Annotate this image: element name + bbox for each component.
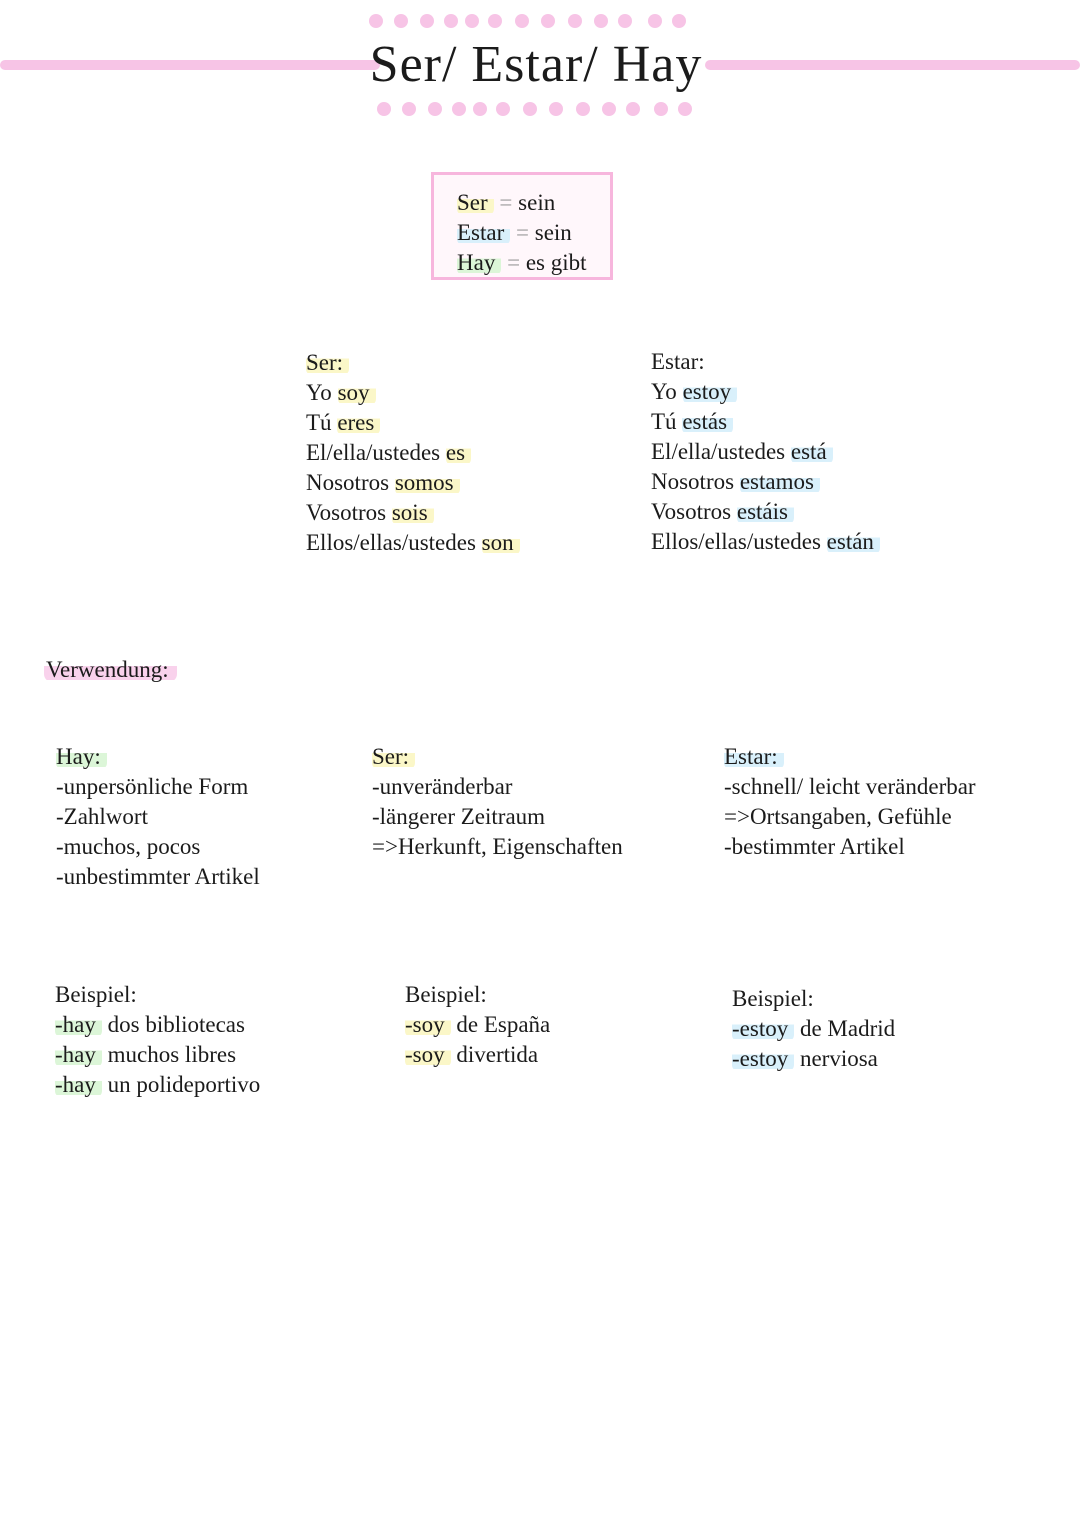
conjugation-row: Tú estás	[651, 407, 880, 437]
ser-conjugation	[306, 348, 520, 558]
usage-item: =>Ortsangaben, Gefühle	[724, 804, 952, 829]
conjugation-row: Nosotros estamos	[651, 467, 880, 497]
example-item: -soy divertida	[405, 1042, 539, 1067]
definition-sep: =	[501, 250, 526, 275]
estar-conjugation	[651, 347, 880, 557]
definition-meaning: sein	[518, 190, 556, 215]
examples-estar	[732, 984, 895, 1074]
usage-item: -längerer Zeitraum	[372, 804, 546, 829]
conjugation-row: El/ella/ustedes está	[651, 437, 880, 467]
conjugation-row: Ellos/ellas/ustedes son	[306, 528, 520, 558]
page-title: Ser/ Estar/ Hay	[369, 36, 703, 93]
usage-item: -bestimmter Artikel	[724, 834, 905, 859]
conjugation-row: Ellos/ellas/ustedes están	[651, 527, 880, 557]
usage-item: -unpersönliche Form	[56, 774, 249, 799]
ser-heading: Ser:	[306, 350, 349, 375]
conjugation-row: Tú eres	[306, 408, 520, 438]
usage-hay	[56, 742, 260, 892]
definition-sep: =	[510, 220, 535, 245]
usage-item: -Zahlwort	[56, 804, 148, 829]
example-item: -soy de España	[405, 1012, 551, 1037]
definition-hay	[457, 248, 587, 278]
usage-heading: Verwendung:	[44, 657, 177, 682]
examples-ser	[405, 980, 550, 1070]
conjugation-row: Nosotros somos	[306, 468, 520, 498]
usage-hay-heading: Hay:	[56, 744, 107, 769]
definition-ser	[457, 188, 587, 218]
estar-heading: Estar:	[651, 349, 705, 374]
examples-heading: Beispiel:	[405, 982, 487, 1007]
usage-ser	[372, 742, 623, 862]
definition-term: Ser	[457, 190, 494, 215]
usage-item: -unbestimmter Artikel	[56, 864, 260, 889]
definition-term: Estar	[457, 220, 510, 245]
definition-meaning: es gibt	[525, 250, 587, 275]
example-item: -hay dos bibliotecas	[55, 1012, 245, 1037]
conjugation-row: Vosotros sois	[306, 498, 520, 528]
usage-estar	[724, 742, 976, 862]
example-item: -estoy nerviosa	[732, 1046, 878, 1071]
usage-item: -unveränderbar	[372, 774, 513, 799]
examples-hay	[55, 980, 260, 1100]
usage-item: -schnell/ leicht veränderbar	[724, 774, 976, 799]
definition-term: Hay	[457, 250, 501, 275]
example-item: -hay un polideportivo	[55, 1072, 261, 1097]
usage-ser-heading: Ser:	[372, 744, 415, 769]
conjugation-row: El/ella/ustedes es	[306, 438, 520, 468]
definition-meaning: sein	[534, 220, 572, 245]
example-item: -hay muchos libres	[55, 1042, 237, 1067]
examples-heading: Beispiel:	[732, 986, 814, 1011]
usage-item: =>Herkunft, Eigenschaften	[372, 834, 623, 859]
usage-estar-heading: Estar:	[724, 744, 784, 769]
definitions-box	[431, 172, 613, 280]
definition-estar	[457, 218, 587, 248]
definition-sep: =	[493, 190, 519, 215]
examples-heading: Beispiel:	[55, 982, 137, 1007]
example-item: -estoy de Madrid	[732, 1016, 896, 1041]
title-dots-bottom	[365, 102, 705, 122]
usage-item: -muchos, pocos	[56, 834, 201, 859]
conjugation-row: Yo estoy	[651, 377, 880, 407]
conjugation-row: Vosotros estáis	[651, 497, 880, 527]
conjugation-row: Yo soy	[306, 378, 520, 408]
